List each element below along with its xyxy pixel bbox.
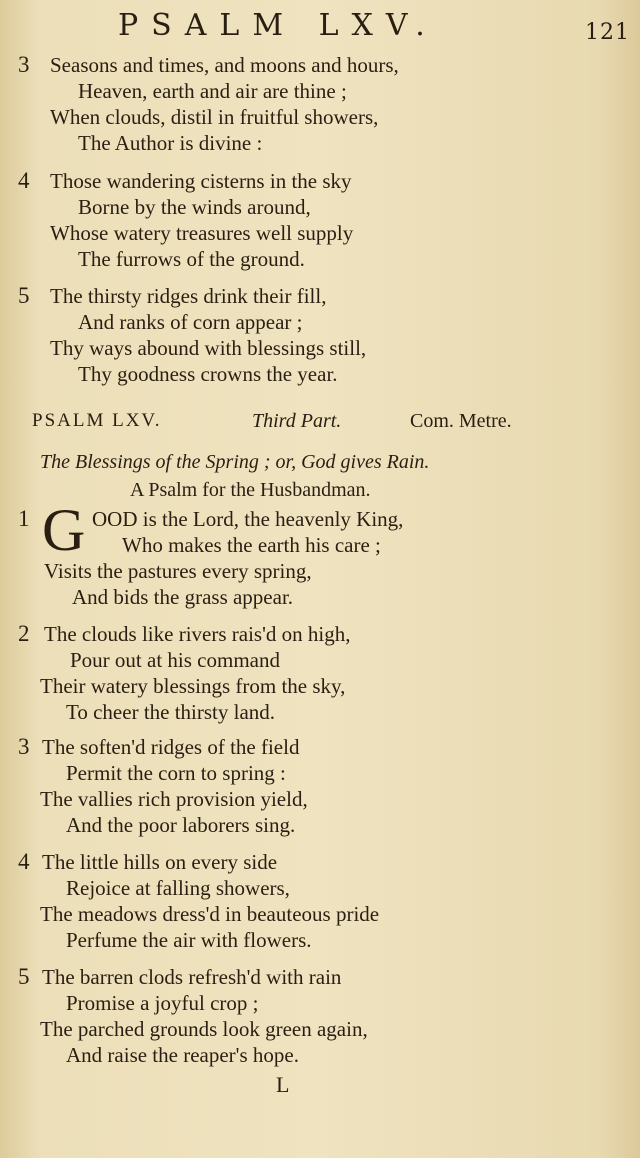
verse-line: When clouds, distil in fruitful showers, <box>50 105 379 129</box>
page-number: 121 <box>585 20 630 45</box>
verse-line: Visits the pastures every spring, <box>44 559 312 583</box>
section-metre: Com. Metre. <box>410 410 512 432</box>
section-heading <box>0 410 640 440</box>
verse-line: The meadows dress'd in beauteous pride <box>40 902 380 926</box>
verse-number: 3 <box>18 734 30 759</box>
verse-line: Perfume the air with flowers. <box>66 928 312 952</box>
verse-number: 4 <box>18 849 30 874</box>
verse-line: Borne by the winds around, <box>78 195 311 219</box>
verse-line: Their watery blessings from the sky, <box>40 674 346 698</box>
verse-line: The parched grounds look green again, <box>40 1017 368 1041</box>
verse-number: 4 <box>18 168 30 193</box>
verse-line: The thirsty ridges drink their fill, <box>50 284 327 308</box>
verse-line: To cheer the thirsty land. <box>66 700 276 724</box>
verse-line: Thy ways abound with blessings still, <box>50 336 367 360</box>
signature-mark: L <box>276 1072 290 1097</box>
verse-number: 5 <box>18 283 30 308</box>
verse-line: The little hills on every side <box>42 850 278 874</box>
verse-number: 2 <box>18 621 30 646</box>
verse-line: Rejoice at falling showers, <box>66 876 290 900</box>
section-subtitle-2: A Psalm for the Husbandman. <box>130 479 371 501</box>
verse-line: And raise the reaper's hope. <box>66 1043 299 1067</box>
verse-number: 3 <box>18 52 30 77</box>
page-header <box>0 6 640 44</box>
verse-line: Seasons and times, and moons and hours, <box>50 53 399 77</box>
verse-line: The furrows of the ground. <box>78 247 305 271</box>
verse-line: The Author is divine : <box>78 131 263 155</box>
verse-line: Permit the corn to spring : <box>66 761 286 785</box>
section-subtitle: The Blessings of the Spring ; or, God gives Rain. <box>40 451 430 473</box>
verse-line: The clouds like rivers rais'd on high, <box>44 622 351 646</box>
verse-line: And bids the grass appear. <box>72 585 294 609</box>
verse-line: The barren clods refresh'd with rain <box>42 965 342 989</box>
verse-line: OOD is the Lord, the heavenly King, <box>92 507 404 531</box>
verse-number: 1 <box>18 506 30 531</box>
verse-line: Whose watery treasures well supply <box>50 221 354 245</box>
verse-line: Heaven, earth and air are thine ; <box>78 79 347 103</box>
section-part: Third Part. <box>252 410 342 432</box>
verse-line: And ranks of corn appear ; <box>78 310 303 334</box>
drop-cap: G <box>42 497 86 563</box>
verse-number: 5 <box>18 964 30 989</box>
verse-line: Those wandering cisterns in the sky <box>50 169 352 193</box>
verse-line: Who makes the earth his care ; <box>122 533 381 557</box>
verse-line: Pour out at his command <box>70 648 280 672</box>
verse-line: The soften'd ridges of the field <box>42 735 300 759</box>
section-psalm-title: PSALM LXV. <box>32 410 162 431</box>
verse-line: Thy goodness crowns the year. <box>78 362 338 386</box>
running-title: PSALM LXV. <box>118 8 438 43</box>
verse-line: And the poor laborers sing. <box>66 813 296 837</box>
verse-line: The vallies rich provision yield, <box>40 787 308 811</box>
verse-line: Promise a joyful crop ; <box>66 991 259 1015</box>
